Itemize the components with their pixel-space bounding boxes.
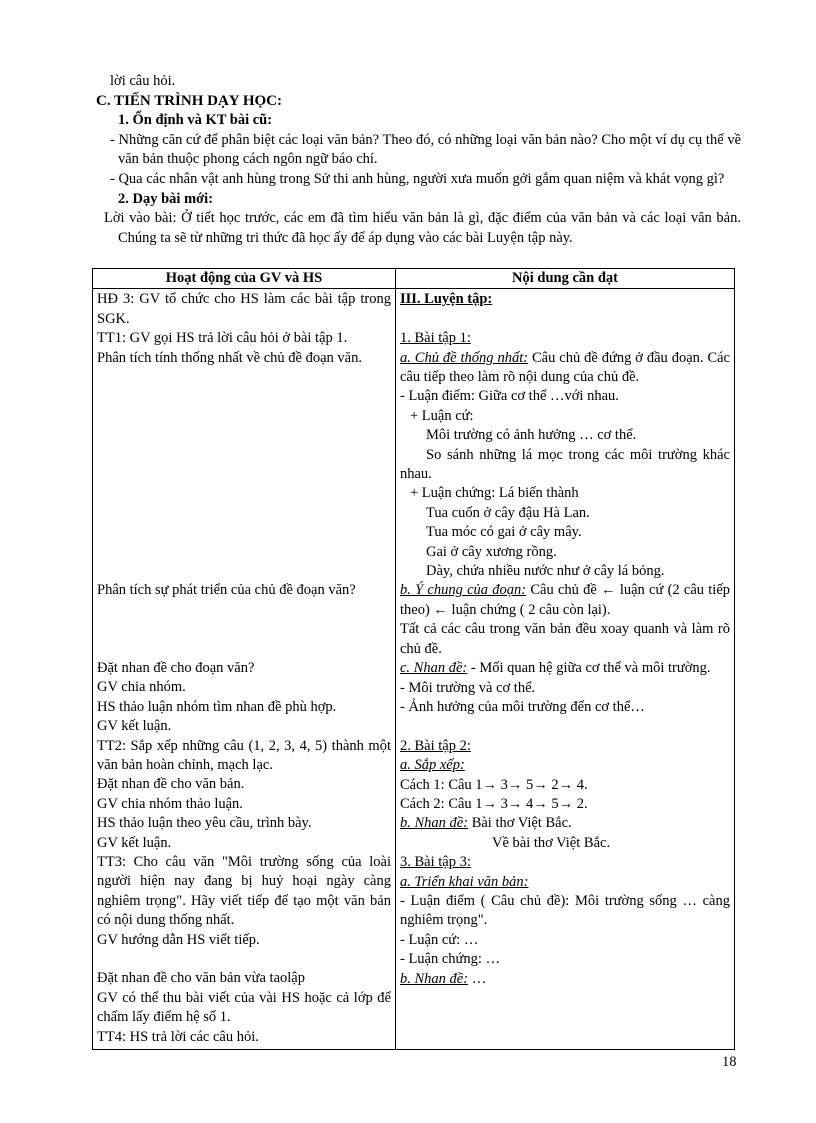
content-line: Tua cuốn ở cây đậu Hà Lan. <box>426 504 590 521</box>
header-content: Nội dung cần đạt <box>396 269 735 289</box>
content-line: Cách 2: Câu 1→ 3→ 4→ 5→ 2. <box>400 795 588 812</box>
lead-in-paragraph: Lời vào bài: Ở tiết học trước, các em đã tìm hiểu văn bản là gì, đặc điểm của văn bản và các loại văn bản. Chúng ta sẽ từ những tri thức đã học ấy để áp dụng vào các bài Luyện tập này. <box>104 210 741 246</box>
content-line: - Luận chứng: … <box>400 951 501 968</box>
activity-line: Đặt nhan đề cho văn bản vừa taolập <box>97 970 305 987</box>
header-activities: Hoạt động của GV và HS <box>93 269 396 289</box>
content-line: Về bài thơ Việt Bắc. <box>492 834 611 851</box>
activities-column <box>93 289 396 1050</box>
lesson-table <box>92 268 735 1050</box>
subheading-review: 1. Ổn định và KT bài cũ: <box>118 112 273 129</box>
activity-line: TT1: GV gọi HS trả lời câu hỏi ở bài tập 1. <box>97 330 348 347</box>
activity-line: Phân tích sự phát triển của chủ đề đoạn văn? <box>97 582 356 599</box>
activity-line: TT3: Cho câu văn "Môi trường sống của loài người hiện nay đang bị huỷ hoại ngày càng nghiêm trọng". Hãy viết tiếp để tạo một văn bản có nội dung thống nhất. <box>97 853 391 929</box>
table-header-row <box>93 269 735 289</box>
activity-line: GV chia nhóm thảo luận. <box>97 795 243 812</box>
activity-line: HĐ 3: GV tổ chức cho HS làm các bài tập trong SGK. <box>97 291 391 327</box>
content-line: b. Ý chung của đoạn: Câu chủ đề ← luận cứ (2 câu tiếp theo) ← luận chứng ( 2 câu còn lại). <box>400 582 731 618</box>
content-line: + Luận chứng: Lá biến thành <box>410 485 579 502</box>
content-line: b. Nhan đề: … <box>400 970 487 987</box>
content-line: Dày, chứa nhiều nước như ở cây lá bỏng. <box>426 563 665 580</box>
activity-line: GV chia nhóm. <box>97 679 186 696</box>
content-line: Môi trường có ảnh hưởng … cơ thể. <box>426 427 637 444</box>
content-line: Cách 1: Câu 1→ 3→ 5→ 2→ 4. <box>400 776 588 793</box>
activity-line: Đặt nhan đề cho văn bản. <box>97 776 245 793</box>
section-heading: C. TIẾN TRÌNH DẠY HỌC: <box>96 92 282 109</box>
activity-line: HS thảo luận theo yêu cầu, trình bày. <box>97 815 312 832</box>
content-line: + Luận cứ: <box>410 407 474 424</box>
content-line: - Ảnh hưởng của môi trường đến cơ thể… <box>400 698 645 715</box>
page-number: 18 <box>722 1054 737 1070</box>
content-line: a. Chủ đề thống nhất: Câu chủ đề đứng ở đầu đoạn. Các câu tiếp theo làm rõ nội dung của chủ đề. <box>400 349 730 386</box>
exercise-heading: 2. Bài tập 2: <box>400 737 471 754</box>
content-line: - Luận cứ: … <box>400 931 479 948</box>
activity-line: GV kết luận. <box>97 718 172 735</box>
subheading-new-lesson: 2. Dạy bài mới: <box>118 190 214 207</box>
content-line: a. Sắp xếp: <box>400 757 465 774</box>
content-line: b. Nhan đề: Bài thơ Việt Bắc. <box>400 815 572 832</box>
content-line: So sánh những lá mọc trong các môi trường khác nhau. <box>400 446 730 483</box>
review-question-1: - Những căn cứ để phân biệt các loại văn bản? Theo đó, có những loại văn bản nào? Cho một ví dụ cụ thể về văn bản thuộc phong cách ngôn ngữ báo chí. <box>110 131 741 168</box>
content-line: - Luận điểm ( Câu chủ đề): Môi trường sống … càng nghiêm trọng". <box>400 892 730 929</box>
continued-line: lời câu hỏi. <box>110 73 176 89</box>
activity-line: GV kết luận. <box>97 834 172 851</box>
review-question-2: - Qua các nhân vật anh hùng trong Sử thi anh hùng, người xưa muốn gởi gắm quan niệm và khát vọng gì? <box>110 170 725 187</box>
activity-line: GV có thể thu bài viết của vài HS hoặc cả lớp để chấm lấy điểm hệ số 1. <box>97 989 391 1026</box>
content-line: c. Nhan đề: - Mối quan hệ giữa cơ thể và môi trường. <box>400 660 711 677</box>
activity-line: GV hướng dẫn HS viết tiếp. <box>97 931 260 948</box>
activity-line: Đặt nhan đề cho đoạn văn? <box>97 659 255 676</box>
activity-line: TT4: HS trả lời các câu hỏi. <box>97 1028 259 1045</box>
content-heading: III. Luyện tập: <box>400 291 493 308</box>
intro-section <box>96 72 741 248</box>
content-line: Tất cả các câu trong văn bản đều xoay quanh và làm rõ chủ đề. <box>400 621 730 657</box>
activity-line: TT2: Sắp xếp những câu (1, 2, 3, 4, 5) thành một văn bản hoàn chỉnh, mạch lạc. <box>97 737 391 773</box>
content-line: - Môi trường và cơ thể. <box>400 679 536 696</box>
exercise-heading: 1. Bài tập 1: <box>400 330 471 347</box>
exercise-heading: 3. Bài tập 3: <box>400 854 471 871</box>
table-row <box>93 289 735 1050</box>
content-column <box>396 289 735 1050</box>
content-line: a. Triển khai văn bản: <box>400 873 529 890</box>
activity-line: Phân tích tính thống nhất về chủ đề đoạn văn. <box>97 349 362 366</box>
content-line: Gai ở cây xương rồng. <box>426 543 557 560</box>
activity-line: HS thảo luận nhóm tìm nhan đề phù hợp. <box>97 698 337 715</box>
content-line: Tua móc có gai ở cây mây. <box>426 524 582 541</box>
content-line: - Luận điểm: Giữa cơ thể …với nhau. <box>400 388 619 405</box>
